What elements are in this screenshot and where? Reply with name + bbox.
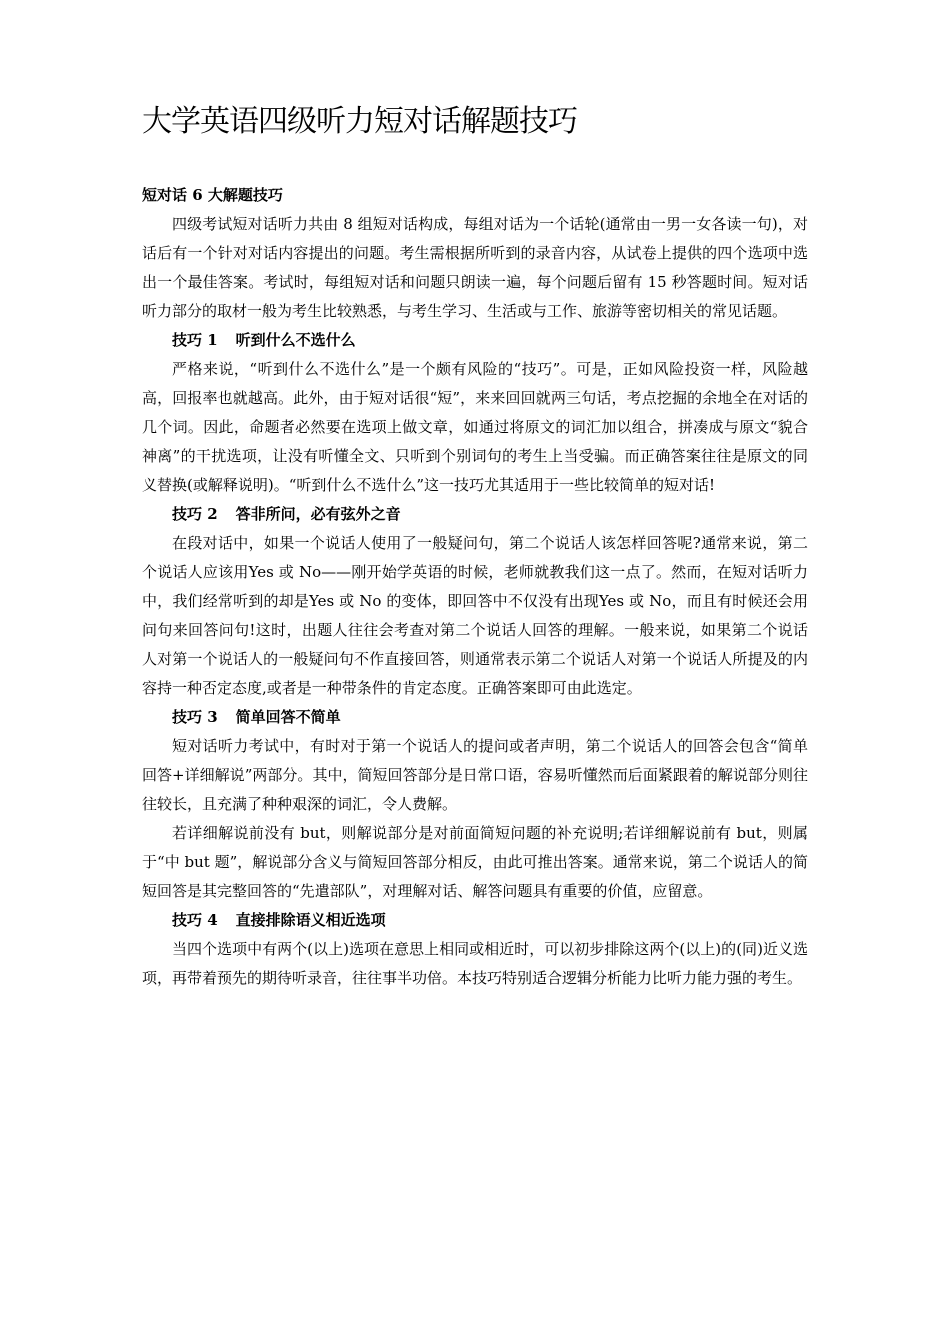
tip-2-label: 技巧 2 — [172, 505, 218, 523]
tip-3-heading — [142, 703, 808, 732]
tip-2-heading — [142, 500, 808, 529]
tip-1-label: 技巧 1 — [172, 331, 218, 349]
tip-4-paragraph: 当四个选项中有两个(以上)选项在意思上相同或相近时，可以初步排除这两个(以上)的(同)近义选项，再带着预先的期待听录音，往往事半功倍。本技巧特别适合逻辑分析能力比听力能力强的考生。 — [142, 940, 808, 987]
tip-4-name: 直接排除语义相近选项 — [235, 911, 386, 929]
intro-paragraph: 四级考试短对话听力共由 8 组短对话构成，每组对话为一个话轮(通常由一男一女各读一句)，对话后有一个针对对话内容提出的问题。考生需根据所听到的录音内容，从试卷上提供的四个选项中选出一个最佳答案。考试时，每组短对话和问题只朗读一遍，每个问题后留有 15 秒答题时间。短对话听力部分的取材一般为考生比较熟悉，与考生学习、生活或与工作、旅游等密切相关的常见话题。 — [142, 215, 808, 320]
tip-2-paragraph: 在段对话中，如果一个说话人使用了一般疑问句，第二个说话人该怎样回答呢?通常来说，第二个说话人应该用Yes 或 No——刚开始学英语的时候，老师就教我们这一点了。然而，在短对话听力中，我们经常听到的却是Yes 或 No 的变体，即回答中不仅没有出现Yes 或 No，而且有时候还会用问句来回答问句!这时，出题人往往会考查对第二个说话人回答的理解。一般来说，如果第二个说话人对第一个说话人的一般疑问句不作直接回答，则通常表示第二个说话人对第一个说话人所提及的内容持一种否定态度,或者是一种带条件的肯定态度。正确答案即可由此选定。 — [142, 534, 808, 697]
tip-3-name: 简单回答不简单 — [235, 708, 341, 726]
tip-1-paragraph: 严格来说，“听到什么不选什么”是一个颇有风险的“技巧”。可是，正如风险投资一样，风险越高，回报率也就越高。此外，由于短对话很“短”，来来回回就两三句话，考点挖掘的余地全在对话的几个词。因此，命题者必然要在选项上做文章，如通过将原文的词汇加以组合，拼凑成与原文“貌合神离”的干扰选项，让没有听懂全文、只听到个别词句的考生上当受骗。而正确答案往往是原文的同义替换(或解释说明)。“听到什么不选什么”这一技巧尤其适用于一些比较简单的短对话! — [142, 360, 808, 494]
tip-1-name: 听到什么不选什么 — [235, 331, 356, 349]
tip-1-heading — [142, 326, 808, 355]
tip-4-heading — [142, 906, 808, 935]
section-heading: 短对话 6 大解题技巧 — [142, 186, 283, 204]
tip-3-label: 技巧 3 — [172, 708, 218, 726]
tip-3-paragraph-1: 短对话听力考试中，有时对于第一个说话人的提问或者声明，第二个说话人的回答会包含“简单回答+详细解说”两部分。其中，简短回答部分是日常口语，容易听懂然而后面紧跟着的解说部分则往往较长，且充满了种种艰深的词汇，令人费解。 — [142, 737, 808, 813]
tip-3-paragraph-2: 若详细解说前没有 but，则解说部分是对前面简短问题的补充说明;若详细解说前有 but，则属于“中 but 题”，解说部分含义与简短回答部分相反，由此可推出答案。通常来说，第二个说话人的简短回答是其完整回答的“先遣部队”，对理解对话、解答问题具有重要的价值，应留意。 — [142, 824, 808, 900]
tip-2-name: 答非所问，必有弦外之音 — [235, 505, 401, 523]
tip-4-label: 技巧 4 — [172, 911, 218, 929]
page-title: 大学英语四级听力短对话解题技巧 — [142, 104, 577, 139]
document-body — [142, 181, 808, 993]
